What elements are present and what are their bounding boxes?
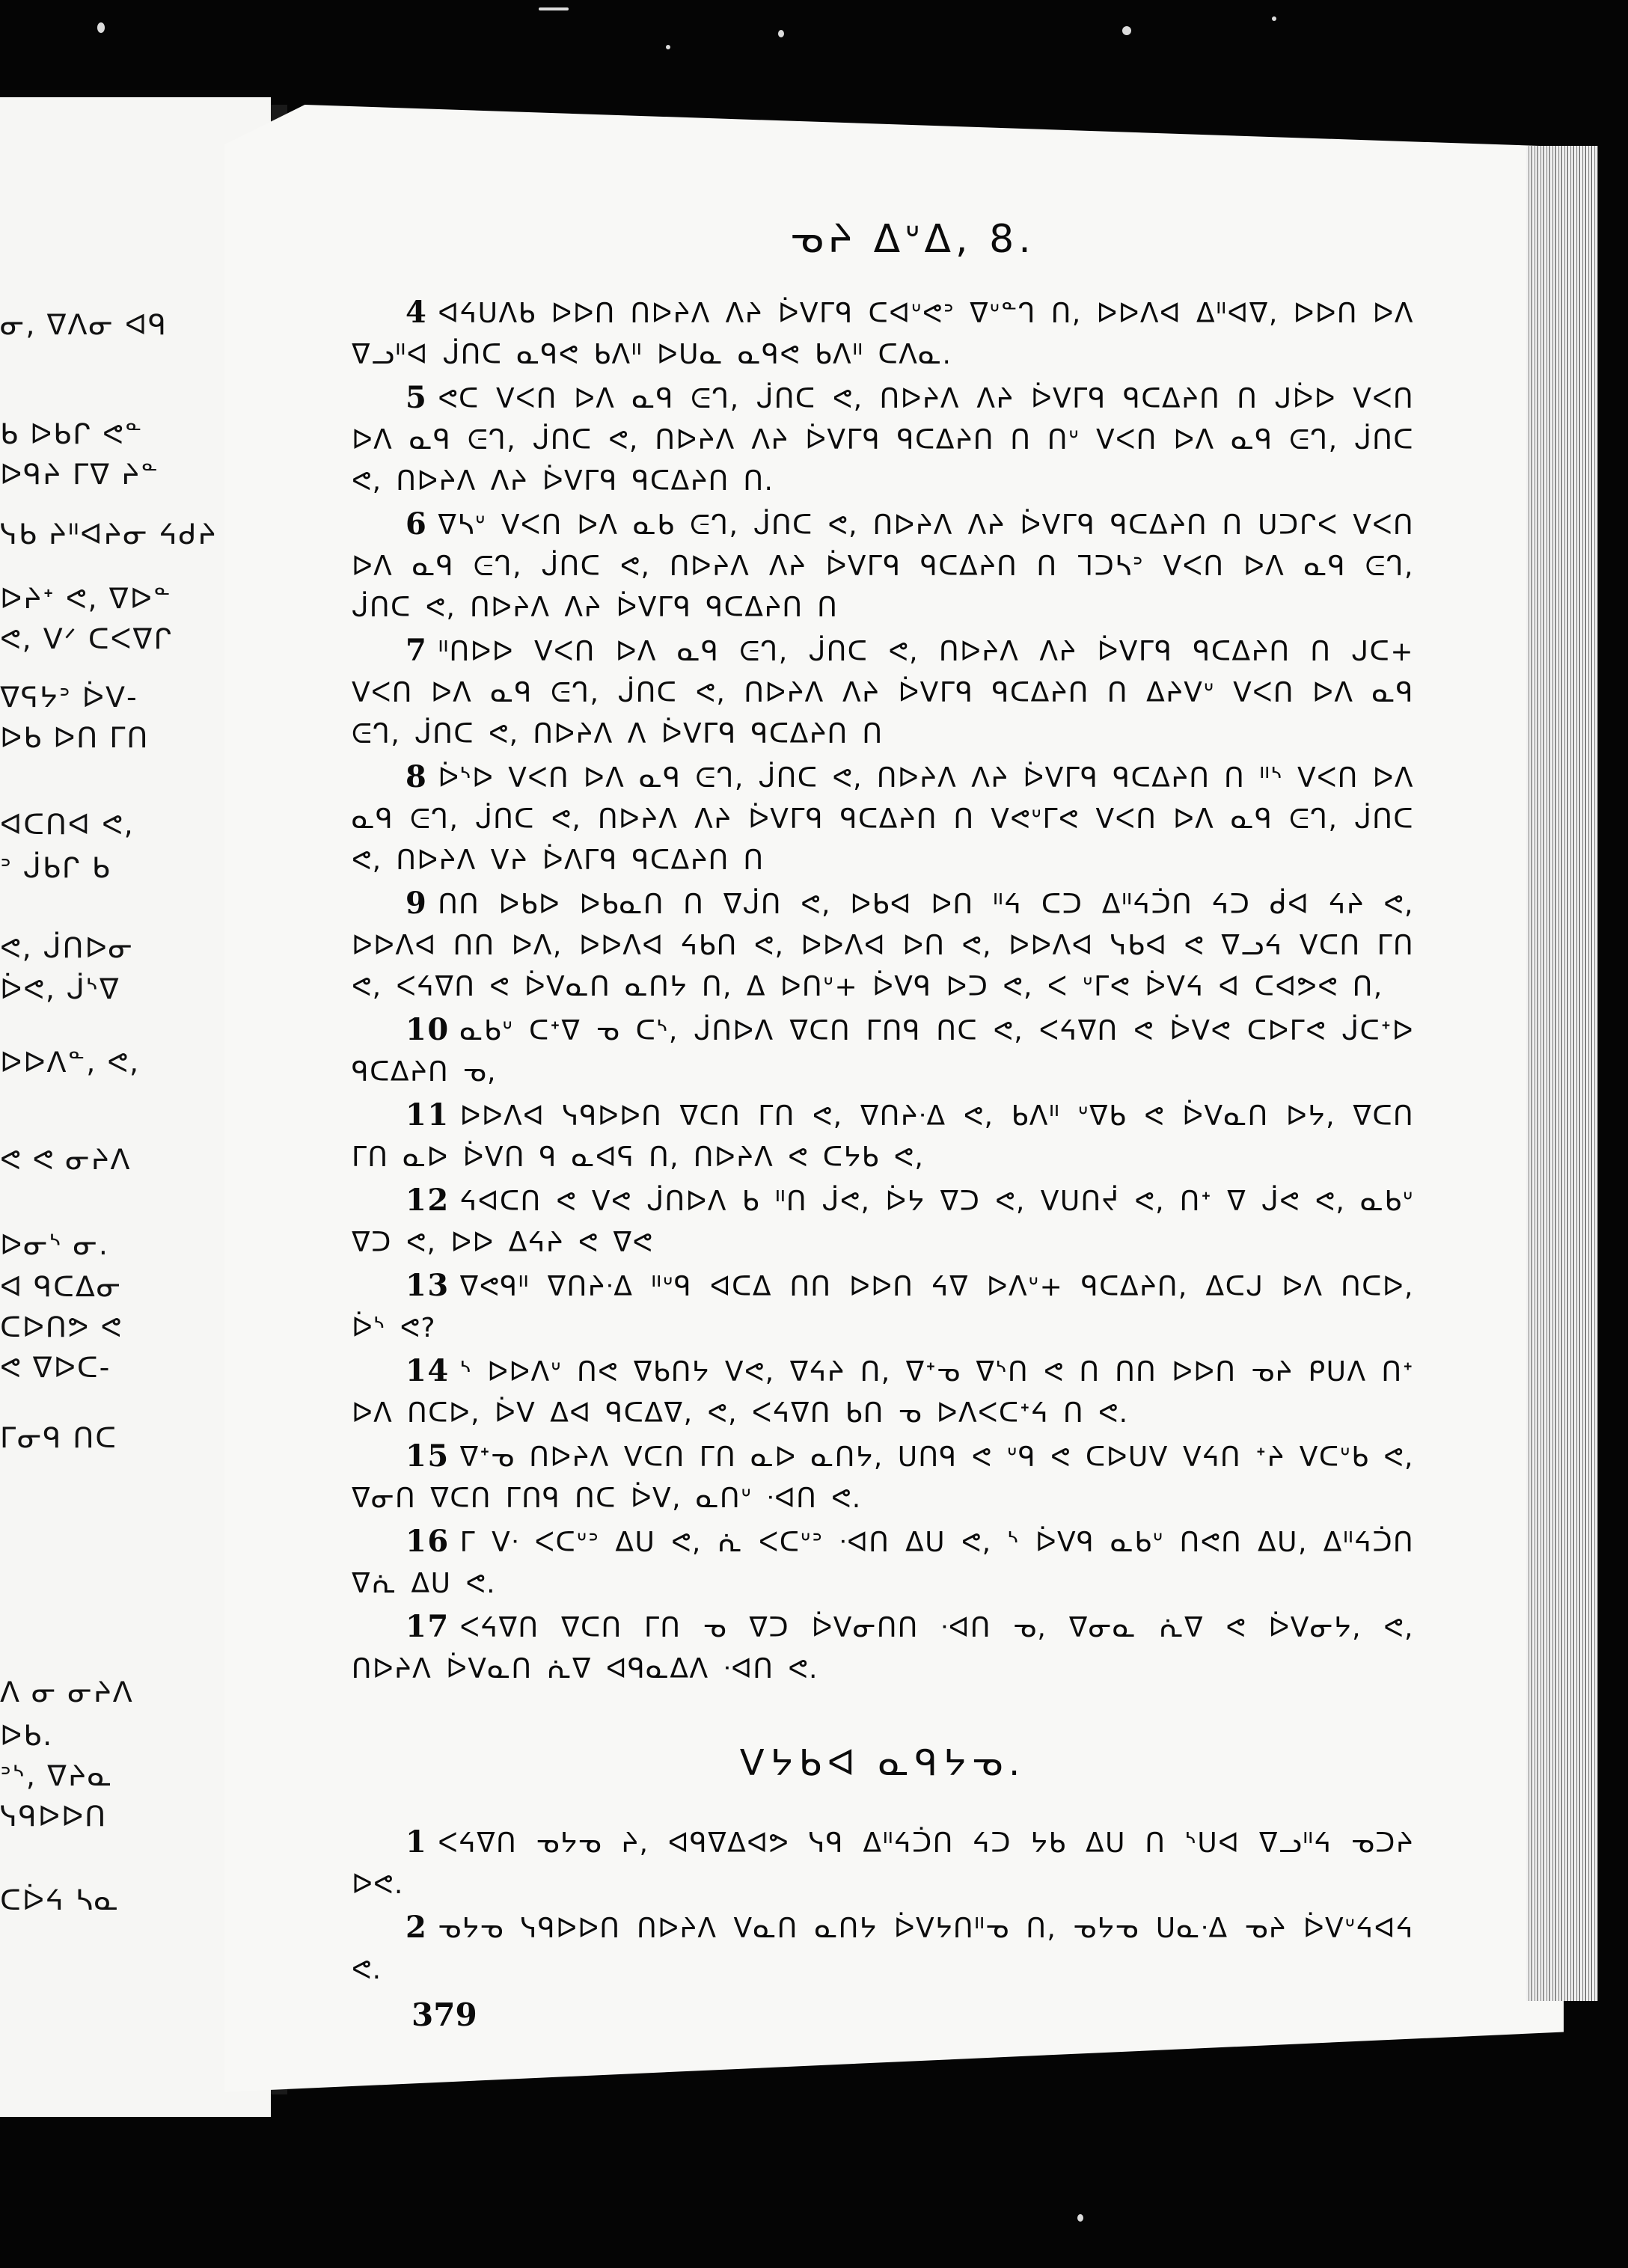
verse-number: 13 [406, 1268, 450, 1303]
left-page-line: ᐅᓂᔅ ᓂ. [0, 1228, 110, 1261]
verse-number: 9 [406, 886, 428, 921]
verse-text: ᐁᓴᐡ ᐯᐸᑎ ᐅᐱ ᓇᑲ ᕮᒉ, ᒎᑎᑕ ᕙ, ᑎᐅᔨᐱ ᐱᔨ ᐆᐯᒥᑫ ᑫᑕᐃᔨᑎ ᑎ ᑌᑐᒋᐸ ᐯᐸᑎ ᐅᐱ ᓇᑫ ᕮᒉ, ᒎᑎᑕ ᕙ, ᑎᐅᔨᐱ ᐱᔨ ᐆᐯᒥᑫ ᑫᑕᐃᔨᑎ ᑎ ᒣᑐᓴᐣ ᐯᐸᑎ ᐅᐱ ᓇᑫ ᕮᒉ, ᒎᑎᑕ ᕙ, ᑎᐅᔨᐱ ᐱᔨ ᐆᐯᒥᑫ ᑫᑕᐃᔨᑎ ᑎ [352, 510, 1414, 623]
verse-number: 7 [406, 633, 428, 668]
verse-text: ᓇᑲᐡ ᑕᐩᐁ ᓀ ᑕᔅ, ᒎᑎᐅᐱ ᐁᑕᑎ ᒥᑎᑫ ᑎᑕ ᕙ, ᐸᔦᐁᑎ ᕙ ᐆᐯᕙ ᑕᐅᒥᕙ ᒎᑕᐩᐅ ᑫᑕᐃᔨᑎ ᓀ, [352, 1016, 1414, 1088]
verse [352, 1821, 1414, 1905]
right-page-content [352, 217, 1414, 2033]
left-page-line: ᑲ ᐅᑲᒋ ᕙᓐ [0, 417, 144, 450]
verse [352, 1350, 1414, 1434]
verse-number: 10 [406, 1012, 450, 1047]
left-page-line: ᐣ ᒎᑲᒋ ᑲ [0, 851, 111, 884]
dust-speck [539, 7, 569, 10]
left-page-line: ᐱ ᓂ ᓂᔨᐱ [0, 1676, 134, 1708]
verse-text: ᐁᐩᓀ ᑎᐅᔨᐱ ᐯᑕᑎ ᒥᑎ ᓇᐅ ᓇᑎᔭ, ᑌᑎᑫ ᕙ ᐡᑫ ᕙ ᑕᐅᑌᐯ ᐯᔦᑎ ᐩᔨ ᐯᑕᐡᑲ ᕙ, ᐁᓂᑎ ᐁᑕᑎ ᒥᑎᑫ ᑎᑕ ᐆᐯ, ᓇᑎᐡ ᐧᐊᑎ ᕙ. [352, 1442, 1414, 1514]
verse [352, 1435, 1414, 1519]
verse [352, 883, 1414, 1008]
left-page-line: ᑕᐆᔦ ᓴᓇ [0, 1884, 120, 1916]
verse-text: ᐆᔅᐅ ᐯᐸᑎ ᐅᐱ ᓇᑫ ᕮᒉ, ᒎᑎᑕ ᕙ, ᑎᐅᔨᐱ ᐱᔨ ᐆᐯᒥᑫ ᑫᑕᐃᔨᑎ ᑎ ᐦᔅ ᐯᐸᑎ ᐅᐱ ᓇᑫ ᕮᒉ, ᒎᑎᑕ ᕙ, ᑎᐅᔨᐱ ᐱᔨ ᐆᐯᒥᑫ ᑫᑕᐃᔨᑎ ᑎ ᐯᕙᐡᒥᕙ ᐯᐸᑎ ᐅᐱ ᓇᑫ ᕮᒉ, ᒎᑎᑕ ᕙ, ᑎᐅᔨᐱ ᐯᔨ ᐆᐱᒥᑫ ᑫᑕᐃᔨᑎ ᑎ [352, 763, 1414, 876]
verse-number: 5 [406, 380, 428, 415]
dust-speck [1272, 16, 1276, 21]
dust-speck [1077, 2214, 1083, 2222]
left-page-line: ᐅᔨᐩ ᕙ, ᐁᐅᓐ [0, 582, 172, 615]
left-page-line: ᓭᑫᐅᐅᑎ [0, 1800, 108, 1833]
left-page-line: ᐁᕋᔭᐣ ᐆᐯ- [0, 681, 138, 714]
verse-number: 1 [406, 1824, 428, 1860]
left-page-line: ᕙ ᐁᐅᑕ- [0, 1351, 111, 1384]
verse-number: 2 [406, 1910, 428, 1945]
verse-number: 11 [406, 1097, 450, 1133]
verse [352, 1907, 1414, 1990]
verse-text: ᐅᐅᐱᐊ ᓭᑫᐅᐅᑎ ᐁᑕᑎ ᒥᑎ ᕙ, ᐁᑎᔨᐧᐃ ᕙ, ᑲᐱᐦ ᐡᐁᑲ ᕙ ᐆᐯᓇᑎ ᐅᔭ, ᐁᑕᑎ ᒥᑎ ᓇᐅ ᐆᐯᑎ ᑫ ᓇᐊᕋ ᑎ, ᑎᐅᔨᐱ ᕙ ᑕᔭᑲ ᕙ, [352, 1101, 1414, 1173]
verse [352, 1521, 1414, 1605]
verse-text: ᐸᔦᐁᑎ ᓀᔭᓀ ᔨ, ᐊᑫᐁᐃᐊᕗ ᓭᑫ ᐃᐦᔦᑑᑎ ᔦᑐ ᔭᑲ ᐃᑌ ᑎ ᔅᑌᐊ ᐁᓗᐦᔦ ᓀᑐᔨ ᐅᕙ. [352, 1828, 1414, 1900]
verse-text: ᔦᐊᑕᑎ ᕙ ᐯᕙ ᒎᑎᐅᐱ ᑲ ᐦᑎ ᒎᕙ, ᐆᔭ ᐁᑐ ᕙ, ᐯᑌᑎᔫ ᕙ, ᑎᐩ ᐁ ᒎᕙ ᕙ, ᓇᑲᐡ ᐁᑐ ᕙ, ᐅᐅ ᐃᔦᔨ ᕙ ᐁᕙ [352, 1186, 1414, 1258]
left-page-line: ᐣᔅ, ᐁᔨᓇ [0, 1759, 114, 1792]
verse [352, 377, 1414, 502]
left-page-line: ᓭᑲ ᔨᐦᐊᔨᓂ ᔦᑯᔨ [0, 518, 218, 551]
verse-text: ᐦᑎᐅᐅ ᐯᐸᑎ ᐅᐱ ᓇᑫ ᕮᒉ, ᒎᑎᑕ ᕙ, ᑎᐅᔨᐱ ᐱᔨ ᐆᐯᒥᑫ ᑫᑕᐃᔨᑎ ᑎ ᒍᑕ+ ᐯᐸᑎ ᐅᐱ ᓇᑫ ᕮᒉ, ᒎᑎᑕ ᕙ, ᑎᐅᔨᐱ ᐱᔨ ᐆᐯᒥᑫ ᑫᑕᐃᔨᑎ ᑎ ᐃᔨᐯᐡ ᐯᐸᑎ ᐅᐱ ᓇᑫ ᕮᒉ, ᒎᑎᑕ ᕙ, ᑎᐅᔨᐱ ᐱ ᐆᐯᒥᑫ ᑫᑕᐃᔨᑎ ᑎ [352, 637, 1414, 750]
dust-speck [666, 45, 670, 49]
verse-number: 12 [406, 1183, 450, 1218]
verse-text: ᐸᔦᐁᑎ ᐁᑕᑎ ᒥᑎ ᓀ ᐁᑐ ᐆᐯᓂᑎᑎ ᐧᐊᑎ ᓀ, ᐁᓂᓇ ᕇᐁ ᕙ ᐆᐯᓂᔭ, ᕙ, ᑎᐅᔨᐱ ᐆᐯᓇᑎ ᕇᐁ ᐊᑫᓇᐃᐱ ᐧᐊᑎ ᕙ. [352, 1613, 1414, 1685]
verse-text: ᕙᑕ ᐯᐸᑎ ᐅᐱ ᓇᑫ ᕮᒉ, ᒎᑎᑕ ᕙ, ᑎᐅᔨᐱ ᐱᔨ ᐆᐯᒥᑫ ᑫᑕᐃᔨᑎ ᑎ ᒍᐆᐅ ᐯᐸᑎ ᐅᐱ ᓇᑫ ᕮᒉ, ᒎᑎᑕ ᕙ, ᑎᐅᔨᐱ ᐱᔨ ᐆᐯᒥᑫ ᑫᑕᐃᔨᑎ ᑎ ᑎᐡ ᐯᐸᑎ ᐅᐱ ᓇᑫ ᕮᒉ, ᒎᑎᑕ ᕙ, ᑎᐅᔨᐱ ᐱᔨ ᐆᐯᒥᑫ ᑫᑕᐃᔨᑎ ᑎ. [352, 384, 1414, 497]
left-page-line: ᐅᑲ. [0, 1719, 54, 1752]
verse [352, 1606, 1414, 1690]
page-title: ᓀᔨ ᐃᐡᐃ, 8. [790, 217, 1035, 262]
left-page-line: ᕙ ᕙ ᓂᔨᐱ [0, 1143, 132, 1176]
verse [352, 1094, 1414, 1178]
verse [352, 630, 1414, 755]
left-page-line: ᐅᐅᐱᓐ, ᕙ, [0, 1046, 141, 1079]
verse [352, 503, 1414, 628]
left-page-line: ᓂ, ᐁᐱᓂ ᐊᑫ [0, 308, 168, 341]
verse [352, 1265, 1414, 1349]
verse-text: ᑎᑎ ᐅᑲᐅ ᐅᑲᓇᑎ ᑎ ᐁᒎᑎ ᕙ, ᐅᑲᐊ ᐅᑎ ᐦᔦ ᑕᑐ ᐃᐦᔦᑑᑎ ᔦᑐ ᑰᐊ ᔦᔨ ᕙ, ᐅᐅᐱᐊ ᑎᑎ ᐅᐱ, ᐅᐅᐱᐊ ᔦᑲᑎ ᕙ, ᐅᐅᐱᐊ ᐅᑎ ᕙ, ᐅᐅᐱᐊ ᓭᑲᐊ ᕙ ᐁᓗᔦ ᐯᑕᑎ ᒥᑎ ᕙ, ᐸᔦᐁᑎ ᕙ ᐆᐯᓇᑎ ᓇᑎᔭ ᑎ, ᐃ ᐅᑎᐡ+ ᐆᐯᑫ ᐅᑐ ᕙ, ᐸ ᐡᒥᕙ ᐆᐯᔦ ᐊ ᑕᐊᕗᕙ ᑎ, [352, 889, 1414, 1002]
verse [352, 292, 1414, 376]
verse-text: ᒥ ᐯᐧ ᐸᑕᐡᐣ ᐃᑌ ᕙ, ᕇ ᐸᑕᐡᐣ ᐧᐊᑎ ᐃᑌ ᕙ, ᔅ ᐆᐯᑫ ᓇᑲᐡ ᑎᕙᑎ ᐃᑌ, ᐃᐦᔦᑑᑎ ᐁᕇ ᐃᑌ ᕙ. [352, 1527, 1414, 1599]
dust-speck [1122, 26, 1131, 35]
verse [352, 1180, 1414, 1263]
left-page-line: ᕙ, ᒎᑎᐅᓂ [0, 931, 135, 964]
verse-text: ᔅ ᐅᐅᐱᐡ ᑎᕙ ᐁᑲᑎᔭ ᐯᕙ, ᐁᔦᔨ ᑎ, ᐁᐩᓀ ᐁᔅᑎ ᕙ ᑎ ᑎᑎ ᐅᐅᑎ ᓀᔨ ᑭᑌᐱ ᑎᐩ ᐅᐱ ᑎᑕᐅ, ᐆᐯ ᐃᐊ ᑫᑕᐃᐁ, ᕙ, ᐸᔦᐁᑎ ᑲᑎ ᓀ ᐅᐱᐸᑕᐩᔦ ᑎ ᕙ. [352, 1357, 1414, 1429]
section-heading: ᐯᔭᑲᐊ ᓇᑫᔭᓀ. [739, 1742, 1026, 1784]
verse-number: 15 [406, 1438, 450, 1474]
left-page-line: ᐊᑕᑎᐊ ᕙ, [0, 808, 135, 841]
verse-number: 14 [406, 1353, 450, 1388]
left-page-line: ᐆᕙ, ᒎᔅᐁ [0, 972, 120, 1005]
dust-speck [97, 22, 105, 33]
dust-speck [778, 30, 784, 37]
verse-number: 4 [406, 295, 428, 330]
verse-number: 6 [406, 506, 428, 542]
verse-number: 16 [406, 1524, 450, 1559]
verse [352, 756, 1414, 881]
verse-text: ᐊᔦᑌᐱᑲ ᐅᐅᑎ ᑎᐅᔨᐱ ᐱᔨ ᐆᐯᒥᑫ ᑕᐊᐡᕙᐣ ᐁᐡᓐᒉ ᑎ, ᐅᐅᐱᐊ ᐃᐦᐊᐁ, ᐅᐅᑎ ᐅᐱ ᐁᓗᐦᐊ ᒎᑎᑕ ᓇᑫᕙ ᑲᐱᐦ ᐅᑌᓇ ᓇᑫᕙ ᑲᐱᐦ ᑕᐱᓇ. [352, 298, 1414, 370]
left-page-line: ᒥᓂᑫ ᑎᑕ [0, 1421, 118, 1454]
left-page-line: ᐊ ᑫᑕᐃᓂ [0, 1270, 123, 1303]
verse-text: ᐁᕙᑫᐦ ᐁᑎᔨᐧᐃ ᐦᐡᑫ ᐊᑕᐃ ᑎᑎ ᐅᐅᑎ ᔦᐁ ᐅᐱᐡ+ ᑫᑕᐃᔨᑎ, ᐃᑕᒍ ᐅᐱ ᑎᑕᐅ, ᐆᔅ ᕙ? [352, 1272, 1414, 1343]
left-page-line: ᐅᑲ ᐅᑎ ᒥᑎ [0, 721, 150, 754]
left-page-line: ᕙ, ᐯᐟ ᑕᐸᐁᒋ [0, 622, 174, 655]
page-edges [1526, 146, 1598, 2001]
left-page-line: ᐅᑫᔨ ᒥᐁ ᔨᓐ [0, 458, 159, 491]
verse-number: 17 [406, 1609, 450, 1644]
left-page-line: ᑕᐅᑎᕗ ᕙ [0, 1311, 123, 1343]
page-number: 379 [411, 1996, 477, 2033]
verse-text: ᓀᔭᓀ ᓭᑫᐅᐅᑎ ᑎᐅᔨᐱ ᐯᓇᑎ ᓇᑎᔭ ᐆᐯᔭᑎᐦᓀ ᑎ, ᓀᔭᓀ ᑌᓇᐧᐃ ᓀᔨ ᐆᐯᐡᔦᐊᔦ ᕙ. [352, 1913, 1414, 1985]
verse [352, 1009, 1414, 1093]
verse-number: 8 [406, 759, 428, 794]
